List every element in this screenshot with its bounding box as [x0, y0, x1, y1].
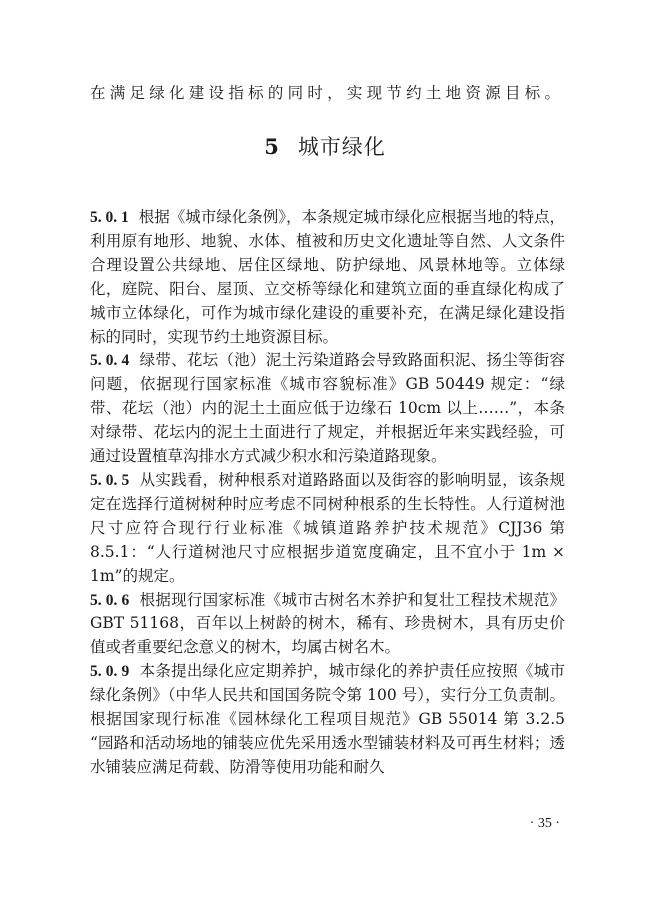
chapter-body	[90, 206, 565, 780]
clause-5-0-6	[90, 589, 565, 661]
continued-text-line: 在满足绿化建设指标的同时，实现节约土地资源目标。	[90, 84, 560, 102]
clause-number: 5. 0. 6	[90, 591, 130, 609]
clause-number: 5. 0. 4	[90, 352, 130, 370]
clause-text: 根据现行国家标准《城市古树名木养护和复壮工程技术规范》GBT 51168，百年以上树龄的树木，稀有、珍贵树木，具有历史价值或者重要纪念意义的树木，均属古树名木。	[90, 590, 565, 657]
clause-5-0-1	[90, 206, 565, 349]
clause-5-0-5	[90, 469, 565, 589]
chapter-title	[0, 132, 650, 162]
clause-number: 5. 0. 5	[90, 471, 130, 489]
clause-number: 5. 0. 1	[90, 209, 129, 226]
clause-text: 根据《城市绿化条例》，本条规定城市绿化应根据当地的特点，利用原有地形、地貌、水体、植被和历史文化遗址等自然、人文条件合理设置公共绿地、居住区绿地、防护绿地、风景林地等。立体绿化，庭院、阳台、屋顶、立交桥等绿化和建筑立面的垂直绿化构成了城市立体绿化，可作为城市绿化建设的重要补充，在满足绿化建设指标的同时，实现节约土地资源目标。	[90, 208, 566, 346]
clause-5-0-9	[90, 660, 565, 780]
clause-text: 绿带、花坛（池）泥土污染道路会导致路面积泥、扬尘等街容问题，依据现行国家标准《城市容貌标准》GB 50449 规定：“绿带、花坛（池）内的泥土土面应低于边缘石 10cm 以上……”，本条对绿带、花坛内的泥土土面进行了规定，并根据近年来实践经验，可通过设置植草沟排水方式减少积水和污染道路现象。	[90, 351, 565, 466]
chapter-title-text: 城市绿化	[297, 135, 386, 159]
clause-number: 5. 0. 9	[90, 663, 130, 681]
clause-5-0-4	[90, 349, 565, 469]
chapter-number: 5	[264, 134, 280, 159]
clause-text: 从实践看，树种根系对道路路面以及街容的影响明显，该条规定在选择行道树树种时应考虑不同树种根系的生长特性。人行道树池尺寸应符合现行行业标准《城镇道路养护技术规范》CJJ36 第 8.5.1：“人行道树池尺寸应根据步道宽度确定，且不宜小于 1m × 1m”的规定。	[90, 470, 565, 585]
page-number: · 35 ·	[529, 816, 560, 831]
clause-text: 本条提出绿化应定期养护，城市绿化的养护责任应按照《城市绿化条例》（中华人民共和国国务院令第 100 号），实行分工负责制。根据国家现行标准《园林绿化工程项目规范》GB 55014 第 3.2.5 “园路和活动场地的铺装应优先采用透水型铺装材料及可再生材料；透水铺装应满足荷载、防滑等使用功能和耐久	[90, 662, 565, 776]
